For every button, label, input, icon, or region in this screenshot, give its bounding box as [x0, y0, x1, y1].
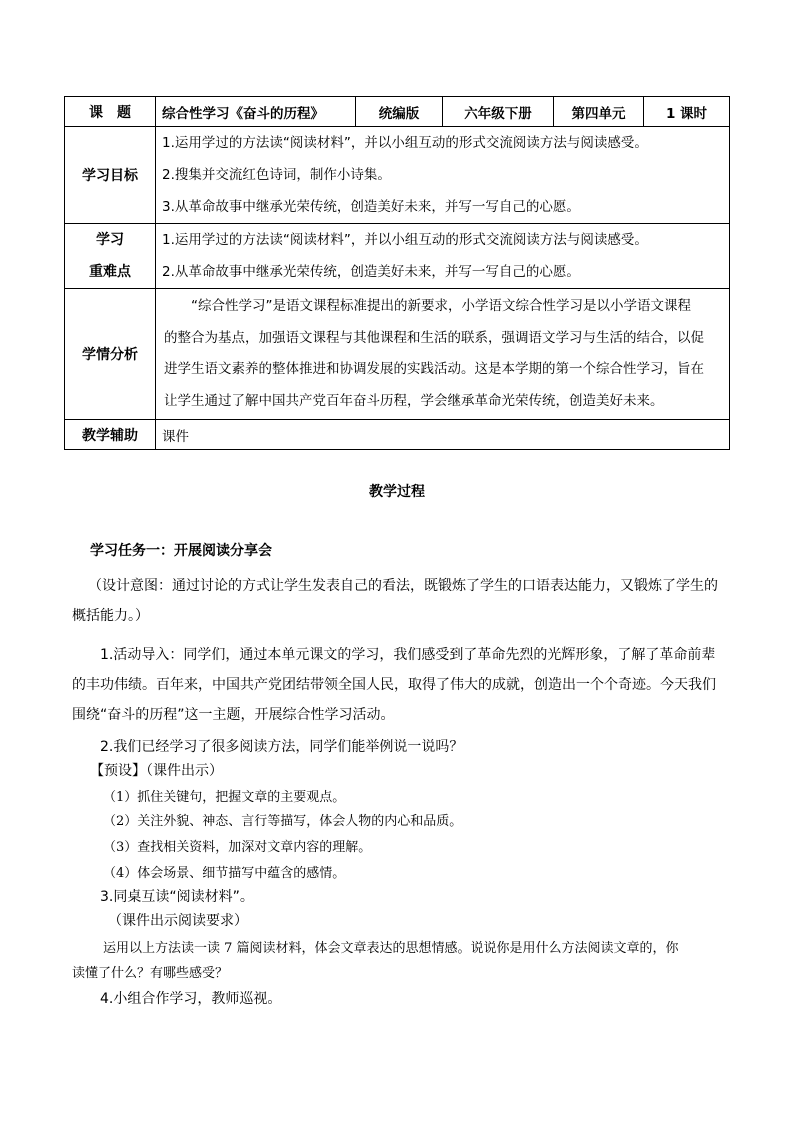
- preset-item: （2）关注外貌、神态、言行等描写，体会人物的内心和品质。: [103, 814, 463, 829]
- lesson-plan-table: [64, 96, 730, 450]
- title-value: 综合性学习《奋斗的历程》: [156, 97, 356, 127]
- unit: 第四单元: [554, 97, 644, 127]
- key-point-item: 1.运用学过的方法读“阅读材料”，并以小组互动的形式交流阅读方法与阅读感受。: [162, 232, 648, 248]
- title-row: [65, 97, 730, 127]
- preset-heading: 【预设】（课件出示）: [90, 763, 223, 779]
- step-3-note: （课件出示阅读要求）: [108, 913, 248, 929]
- step-3: 3.同桌互读“阅读材料”。: [100, 889, 254, 905]
- step-1-line: 的丰功伟绩。百年来，中国共产党团结带领全国人民，取得了伟大的成就，创造出一个个奇迹。今天我们: [72, 677, 716, 693]
- key-label-line-2: 重难点: [89, 264, 131, 280]
- aid-row: [65, 420, 730, 450]
- goal-item: 1.运用学过的方法读“阅读材料”，并以小组互动的形式交流阅读方法与阅读感受。: [162, 135, 648, 151]
- analysis-line: 进学生语文素养的整体推进和协调发展的实践活动。这是本学期的第一个综合性学习，旨在: [164, 361, 704, 377]
- goals-row: [65, 127, 730, 224]
- reading-requirement-line: 运用以上方法读一读 7 篇阅读材料，体会文章表达的思想情感。说说你是用什么方法阅读文章的，你: [103, 941, 679, 956]
- step-1-line: 围绕“奋斗的历程”这一主题，开展综合性学习活动。: [72, 707, 395, 723]
- preset-item: （3）查找相关资料，加深对文章内容的理解。: [103, 840, 372, 855]
- step-1-line: 1.活动导入：同学们，通过本单元课文的学习，我们感受到了革命先烈的光辉形象，了解了革命前辈: [100, 647, 716, 663]
- analysis-label: 学情分析: [65, 289, 156, 420]
- key-label-line-1: 学习: [96, 232, 124, 248]
- key-point-item: 2.从革命故事中继承光荣传统，创造美好未来，并写一写自己的心愿。: [162, 264, 580, 280]
- reading-requirement-line: 读懂了什么？有哪些感受？: [72, 966, 229, 981]
- design-intent-line: （设计意图：通过讨论的方式让学生发表自己的看法，既锻炼了学生的口语表达能力，又锻炼了学生的: [88, 578, 718, 594]
- goal-item: 2.搜集并交流红色诗词，制作小诗集。: [162, 167, 391, 183]
- aid-value: 课件: [156, 420, 730, 450]
- edition: 统编版: [356, 97, 443, 127]
- analysis-line: “综合性学习”是语文课程标准提出的新要求，小学语文综合性学习是以小学语文课程: [191, 298, 691, 314]
- grade: 六年级下册: [443, 97, 554, 127]
- key-points-cell: [156, 224, 730, 289]
- step-2: 2.我们已经学习了很多阅读方法，同学们能举例说一说吗？: [100, 739, 464, 755]
- analysis-line: 让学生通过了解中国共产党百年奋斗历程，学会继承革命光荣传统，创造美好未来。: [164, 392, 664, 409]
- analysis-row: [65, 289, 730, 420]
- aid-label: 教学辅助: [65, 420, 156, 450]
- goal-item: 3.从革命故事中继承光荣传统，创造美好未来，并写一写自己的心愿。: [162, 199, 580, 215]
- key-points-row: [65, 224, 730, 289]
- hours: 1 课时: [644, 97, 730, 127]
- key-points-label: [65, 224, 156, 289]
- analysis-cell: [156, 289, 730, 420]
- design-intent-line: 概括能力。）: [72, 608, 149, 624]
- preset-item: （1）抓住关键句，把握文章的主要观点。: [103, 790, 346, 805]
- title-label: 课 题: [65, 97, 156, 127]
- process-title: 教学过程: [369, 484, 425, 500]
- step-4: 4.小组合作学习，教师巡视。: [100, 991, 282, 1007]
- goals-cell: [156, 127, 730, 224]
- analysis-line: 的整合为基点，加强语文课程与其他课程和生活的联系，强调语文学习与生活的结合，以促: [164, 329, 704, 346]
- goals-label: 学习目标: [65, 127, 156, 224]
- preset-item: （4）体会场景、细节描写中蕴含的感情。: [103, 866, 346, 881]
- task-heading: 学习任务一：开展阅读分享会: [90, 543, 272, 559]
